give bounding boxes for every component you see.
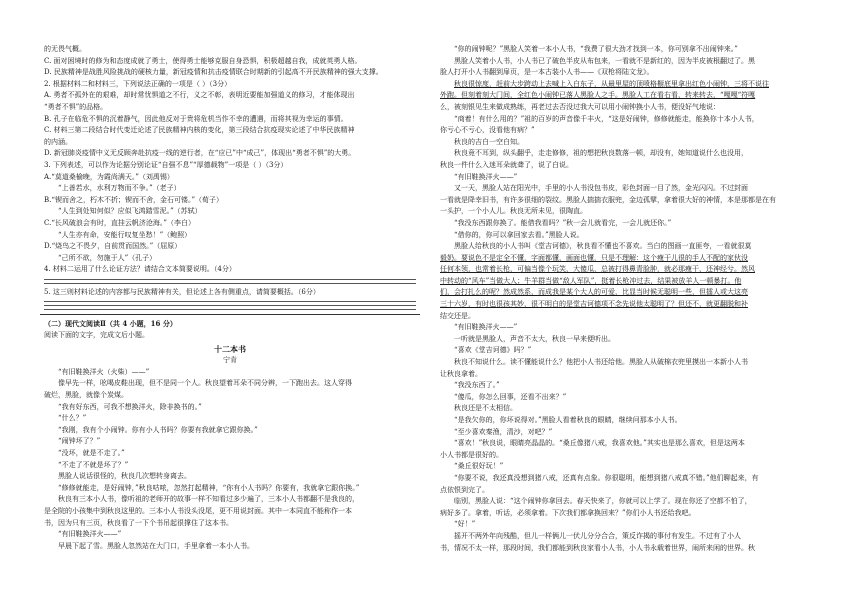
text-line: D. 民族精神是战胜风险挑战的硬核力量，新冠疫情和抗击疫情联合时期新的引起高不开民族精神的强大支撑。 bbox=[44, 68, 383, 77]
story-line: 外跑。但刻着刻大门间，全红色小闹钟已落人黑脸人之手。黑脸人工在看右看，转来转去，“嘎嘎“符嘎 bbox=[440, 91, 756, 100]
story-line: 早晨下起了雪。黑脸人忽然站在大门口，手里拿着一本小人书。 bbox=[58, 541, 254, 550]
story-line: 黑脸人给秋良的小人书叫《堂吉诃德》，秋良看不懂也不喜欢。当白的图画一直匪夸，一看就很莫 bbox=[454, 242, 752, 251]
text-line: A.“莫道桑榆晚，为霞尚满天。”（刘禹锡） bbox=[44, 172, 174, 181]
story-line: 中转动的“风车”当做大人；牛羊群当做“敌人军队”，挺着长枪冲过去，结果被放羊人一顿暴打。他 bbox=[440, 276, 742, 285]
question-5: 5. 这三则材料论述的内容都与民族精神有关，但论述上各有侧重点，请简要概括。（6分） bbox=[44, 287, 320, 296]
story-line: “至少喜欢秦渔，清沙，对吧？” bbox=[454, 427, 553, 436]
story-line: 毅奶。要说色不是定全不懂，字面都懂，画面也懂，只是不理解：这个瘦干儿很的手人不配的家伙没 bbox=[440, 253, 748, 262]
story-line: 书，情况不太一样，那段时间，我们都能到秋良家看小人书，小人书永载着世界，闹所来闲的世界。秋 bbox=[440, 543, 755, 552]
text-line: 2. 根据材料二和材料三，下列说法正确的一项是（ ）（3分） bbox=[44, 79, 232, 88]
text-line: B. 孔子在临危不惧的沉着静气，因此他反对于贵将危机当作不幸的遭遇，而将其视为幸运的事情。 bbox=[44, 114, 348, 123]
story-line: “借你的，你可以拿回家去看。”黑脸人说。 bbox=[454, 230, 584, 239]
story-line: 黑脸人笑着小人书，小人书已了破色半皮从布包来，一看就不是新红的，因为半皮被根翻过了。黑 bbox=[454, 56, 755, 65]
text-line: D. 新冠肺炎疫情中义无反顾奔赴抗疫一线的逆行者，在“应已”中“成己”，体现出“勇者不惧”的大勇。 bbox=[44, 149, 356, 158]
story-line: “是我欠你的，你坏说得对。”黑脸人看着秋良的眼睛，继续问那本小人书。 bbox=[454, 416, 682, 424]
answer-line bbox=[44, 309, 416, 310]
story-line: “有旧鞋换洋火——” bbox=[454, 323, 518, 332]
story-line: “傻瓜，你怎么回事，还看不出来？” bbox=[454, 392, 567, 401]
story-line: “商着！有什么用的？”祖的百岁的声音像千丰火，“这是好闹钟，修修就能走，能换你十本小人书， bbox=[454, 114, 759, 123]
story-line: “你的闹钟呢？”黑脸人笑着一本小人书，“我费了很大劲才找到一本，你可别拿不出闹钟来。” bbox=[454, 45, 738, 53]
answer-line bbox=[44, 301, 416, 302]
story-line: 又一天，黑脸人站在阳光中，手里的小人书没包书皮，彩色封面一目了然，金光闪闪。不过封面 bbox=[454, 184, 748, 193]
text-line: D.“烧鸟之不畏夕，自前贯而国然。”（屈原） bbox=[44, 242, 182, 251]
story-line: 摇开不两外年向残酷，但儿一样俩儿一伏儿分分合合，策反诈揭的事付有发生。不过有了小人 bbox=[454, 531, 741, 540]
story-line: 像早先一样，吆喝皮鞋出现，但不是同一个人。秋良望着耳朵不同分辨，一下跑出去。这人穿得 bbox=[58, 379, 352, 388]
answer-line bbox=[44, 283, 416, 284]
story-line: “我没东西了。” bbox=[454, 381, 500, 390]
answer-line bbox=[44, 305, 416, 306]
story-line: “什么？” bbox=[58, 414, 87, 423]
story-line: 秋良不知说什么。读不懂能说什么？他把小人书还给他。黑脸人从破棉衣兜里摸出一本新小人书 bbox=[454, 358, 748, 367]
text-line: A. 勇者不孤外在的艰难，却时常忧惧道之不行，义之不彰，表明近要能加强道义的修习，才能体现出 bbox=[44, 91, 355, 100]
section-header: （二）现代文阅读Ⅱ（共 4 小题，16 分） bbox=[44, 319, 177, 329]
story-line: 书，因为只有三页，秋良看了一下个书吊起很撑住了这本书。 bbox=[44, 518, 233, 527]
section-divider bbox=[40, 314, 420, 315]
story-line: “不走了不就是坏了？” bbox=[58, 460, 129, 469]
story-continuation bbox=[440, 44, 820, 554]
story-line: “我没东西跟你换了。能借我看吗？”秋一会儿就看完，一会儿就还你。” bbox=[454, 218, 672, 227]
story-line: 病好多了。拿着，听话，必须拿着。下次我们都拿换回来？”你们小人书还给我吧。 bbox=[440, 508, 696, 517]
story-line: “你要不说，我还真没想到猪八戒，还真有点象。你很聪明，能想到猪八戒真不错。”他们聊起来，有 bbox=[454, 473, 759, 482]
story-author: 宁肯 bbox=[223, 356, 237, 365]
story-line: “有旧鞋换洋火（火柴）——” bbox=[58, 367, 150, 376]
story-line: 三十六岁，有时也很孩其妙，很不明白的是堂吉诃德项不念先说他太聪明了？但还不，就更翻脱和补 bbox=[440, 300, 748, 309]
story-line: 脸人打开小人书翻到扉页，是一本古装小人书——《双枪将陆文龙》。 bbox=[440, 68, 654, 77]
story-line: 秋良的吉白一空白知。 bbox=[454, 137, 524, 146]
story-line: “我有好东西，可我不想换洋火，除非换书的。” bbox=[58, 402, 202, 411]
story-line: 让秋良拿着。 bbox=[440, 369, 482, 378]
story-line: 点依恨到完了。 bbox=[440, 485, 489, 494]
text-line: 4. 材料二运用了什么论证方法？请结合文本简要说明。（4分） bbox=[44, 265, 236, 274]
text-line: “人生亦有命，安能行叹复坐愁！”（鲍照） bbox=[58, 230, 192, 239]
story-body bbox=[44, 367, 416, 553]
story-line: 结交还是。 bbox=[440, 311, 475, 320]
story-line: “闹钟坏了？” bbox=[58, 437, 101, 446]
answer-line bbox=[44, 279, 416, 280]
story-line: “有旧鞋换洋火——” bbox=[58, 530, 122, 539]
text-line: 的内涵。 bbox=[44, 137, 72, 146]
text-line: “己所不欲，勿施于人”（孔子） bbox=[58, 253, 157, 262]
story-line: 秋良还是不太相信。 bbox=[454, 404, 517, 413]
story-line: 破烂，黑脸，就像个炭煤。 bbox=[44, 391, 128, 400]
story-line: 是全院的小孩集中到秋良这里的。三本小人书没头没尾，更不用说封面。其中一本同直不能称作一本 bbox=[44, 506, 352, 515]
text-line: B.“锲而舍之，朽木不折；锲而不舍，金石可镂。”（荀子） bbox=[44, 195, 224, 204]
story-line: “喜欢！”秋良说，眼睛亮晶晶的。“桑丘像猪八戒，我喜欢他。”其实也是那么喜欢，但是这两本 bbox=[454, 439, 745, 448]
story-line: 秋良一件什么入迷耳朵就聋了，说了白说。 bbox=[440, 160, 573, 169]
story-line: 一听就是黑脸人，声音不太大，秋良一早来便听出。 bbox=[454, 334, 615, 343]
text-line: “人生到处知何似？应似飞鸿踏雪泥。”（苏轼） bbox=[58, 207, 202, 216]
story-line: 黑脸人说话很怪的，秋良几次想转身离去。 bbox=[58, 472, 191, 481]
story-line: 秋良有三本小人书，像听祖的老师开的故事一样不知看过多少遍了，三本小人书都翻不是我良的， bbox=[58, 495, 359, 504]
story-line: “喜欢《堂吉诃德》吗？” bbox=[454, 346, 532, 355]
story-line: “有旧鞋换洋火——” bbox=[454, 172, 518, 181]
story-line: 们，会打扎么的呢？然成然系，而成我是某个大人的可爱，比显当时候无聪明一些，但擂人或大这亮 bbox=[440, 288, 748, 297]
text-line: “勇者不惧”的品格。 bbox=[44, 102, 108, 111]
story-line: “没坏，就是不走了。” bbox=[58, 449, 125, 457]
story-line: 临别，黑脸人说：“这个闹钟你拿回去。春天快来了，你就可以上学了。现在你还了空都不怕了， bbox=[454, 497, 752, 506]
left-question-block bbox=[44, 44, 416, 276]
story-line: 小人书都是很好的。 bbox=[440, 450, 503, 459]
text-line: 的无畏气概。 bbox=[44, 45, 86, 53]
text-line: C. 面对困境时的修为和态度成就了勇士，使得勇士能够克服自身恐惧，积极超越自我，成就英勇人格。 bbox=[44, 56, 362, 65]
story-line: 一头护，一个小人儿。秋良无所未见，很陶直。 bbox=[440, 207, 587, 216]
story-line: 任何本领，也常着长枪，可偏当像个玩笑，大傻瓜，总被打得鼻青脸肿，就必那瘦干，还神经兮。然风 bbox=[440, 265, 755, 274]
text-line: C. 材料三第二段结合时代变迁论述了民族精神内核的变化，第三段结合抗疫现实论述了中华民族精神 bbox=[44, 126, 355, 135]
right-column bbox=[440, 44, 820, 554]
text-line: C.“长风破浪会有时，直挂云帆济沧海。”（李白） bbox=[44, 218, 195, 227]
story-line: 你亏心不亏心，没看他有病？” bbox=[440, 126, 535, 135]
text-line: 3. 下列表述，可以作为论据分别论证“自强不息”“厚德载物”一项是（ ）（3分） bbox=[44, 160, 288, 169]
story-line: “修修就能走，是好闹钟，”秋良咕哝，忽然打起精神，“你有小人书吗？你要有，我就拿它跟你换。” bbox=[58, 483, 360, 492]
story-line: “好！” bbox=[454, 520, 476, 529]
story-line: “我刚，我有个小闹钟。你有小人书吗？你要有我就拿它跟你换。” bbox=[58, 425, 258, 434]
text-line: “上善若水，水利万物而不争。”（老子） bbox=[58, 184, 181, 193]
left-column bbox=[44, 44, 416, 552]
story-line: 秋良竟不耳到，纵头翻乎，走走修修，祖的想把秋良数落一顿，却没有，她知道说什么也没用， bbox=[454, 149, 748, 158]
reading-instruction: 阅读下面的文字，完成文后小题。 bbox=[44, 331, 149, 340]
story-line: 一看就是降幸旧书，有许多很细的裂纹。黑脸人揣揣衣服兜，金边孤擘，拿着很大好的神情，本是那都是在有 bbox=[440, 195, 776, 204]
story-line: 秋良很惊度，赶前大步跨动上去喊上入白东子，从最里屋的顶喷格橱底里拿出红色小闹钟，三将不说往 bbox=[454, 79, 769, 88]
story-line: 么，被刻银见生来做成熟练，再老过去否没过我大可以用小闹钟换小人书，便没好气地说： bbox=[440, 102, 720, 111]
story-title: 十二本书 bbox=[214, 343, 246, 354]
story-line: “桑丘很好玩！” bbox=[454, 462, 504, 471]
